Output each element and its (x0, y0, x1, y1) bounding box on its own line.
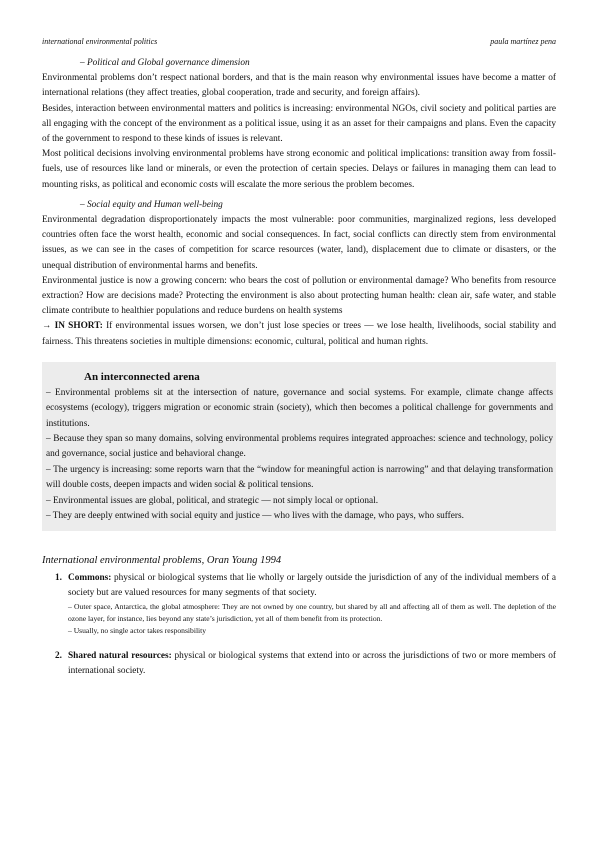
arena-item: – The urgency is increasing: some reports warn that the “window for meaningful action is narrowing” and that delaying transformation will double costs, deepen impacts and widen social & political tensions. (46, 464, 553, 491)
commons-note: – Usually, no single actor takes responsibility (68, 625, 207, 635)
commons-label: Commons: (68, 572, 112, 583)
arena-item: – Because they span so many domains, solving environmental problems requires integrated approaches: science and technology, policy and governance, social justice and behavioral change. (46, 434, 553, 460)
young-section-title: International environmental problems, Oran Young 1994 (42, 554, 282, 566)
item-number: 2. (55, 650, 62, 661)
commons-text: physical or biological systems that lie wholly or largely outside the jurisdiction of any of the individual members of a society but are valued resources for many segments of that society. (68, 572, 556, 598)
in-short-text: If environmental issues worsen, we don’t just lose species or trees — we lose health, livelihoods, social stability and fairness. This threatens societies in multiple dimensions: economic, cultural, political and human rights. (42, 321, 556, 347)
list-item (42, 571, 556, 637)
interconnected-arena-box (42, 362, 556, 531)
commons-note: – Outer space, Antarctica, the global atmosphere: They are not owned by one country, but shared by all and affecting all of them as well. The depletion of the ozone layer, for instance, lies beyond any state’s jurisdiction, yet all of them benefit from its protection. (68, 601, 556, 623)
political-paragraph-3: Most political decisions involving environmental problems have strong economic and political implications: transition away from fossil-fuels, use of resources like land or minerals, or even the protection of certain species. Delays or failures in managing them can lead to mounting risks, as political and economic costs will escalate the more serious the problem becomes. (42, 149, 556, 190)
social-paragraph-1: Environmental degradation disproportionately impacts the most vulnerable: poor communities, marginalized regions, less developed countries often face the worst health, economic and social consequences. In fact, social conflicts can directly stem from environmental issues, as we can see in the cases of competition for scarce resources (water, land), displacement due to climate or disasters, or the unequal distribution of environmental harms and benefits. (42, 215, 556, 271)
page-header (42, 37, 556, 46)
political-paragraph-2: Besides, interaction between environmental matters and politics is increasing: environmental NGOs, civil society and political parties are all engaging with the concept of the environment as a political issue, using it as an asset for their campaigns and plans. Even the capacity of the government to respond to these kinds of issues is relevant. (42, 103, 556, 145)
social-heading: – Social equity and Human well-being (80, 199, 223, 210)
header-course: international environmental politics (42, 37, 158, 46)
arena-item: – Environmental problems sit at the intersection of nature, governance and social systems. For example, climate change affects ecosystems (ecology), triggers migration or economic strain (society), which then becomes a political challenge for governments and institutions. (46, 387, 553, 429)
in-short-paragraph (42, 319, 556, 349)
political-heading: – Political and Global governance dimension (80, 58, 250, 68)
arena-item: – Environmental issues are global, political, and strategic — not simply local or optional. (46, 495, 379, 506)
arena-item: – They are deeply entwined with social equity and justice — who lives with the damage, who pays, who suffers. (46, 511, 464, 522)
shared-resources-text: physical or biological systems that extend into or across the jurisdictions of two or more members of international society. (68, 650, 556, 677)
social-paragraph-2: Environmental justice is now a growing concern: who bears the cost of pollution or environmental damage? Who benefits from resource extraction? How are decisions made? Protecting the environment is also about protecting human health: clean air, safe water, and stable climate contribute to healthier populations and reduce burdens on health systems (42, 275, 556, 317)
in-short-label: → IN SHORT: (42, 321, 103, 332)
arena-title: An interconnected arena (84, 370, 200, 383)
list-item (42, 649, 556, 679)
political-paragraph-1: Environmental problems don’t respect national borders, and that is the main reason why environmental issues have become a matter of international relations (they affect treaties, global cooperation, trade and security, and foreign affairs). (42, 73, 556, 99)
item-number: 1. (55, 572, 62, 583)
document-body (42, 56, 556, 679)
shared-resources-label: Shared natural resources: (68, 650, 172, 661)
young-problem-list (42, 571, 556, 680)
header-author: paula martínez pena (490, 37, 556, 46)
